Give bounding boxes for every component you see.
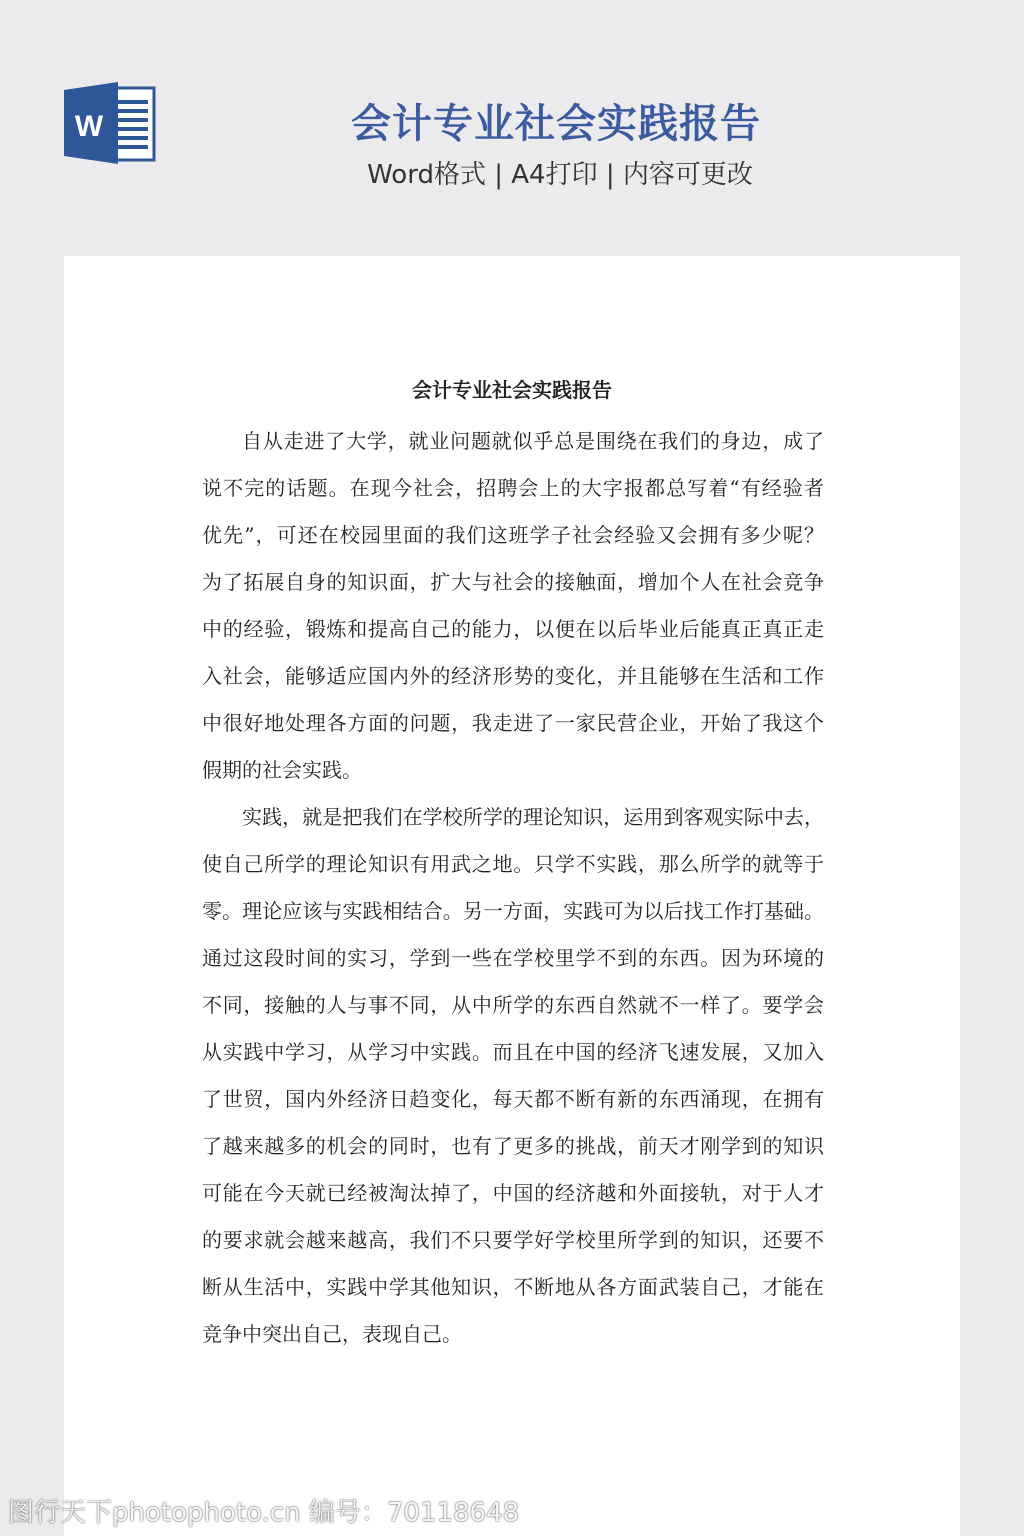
word-icon-letter: W [74, 110, 104, 143]
paragraph-line: 的要求就会越来越高，我们不只要学好学校里所学到的知识，还要不 [202, 1228, 824, 1252]
paragraph-line: 零。理论应该与实践相结合。另一方面，实践可为以后找工作打基础。 [202, 899, 824, 923]
paragraph-line: 了越来越多的机会的同时，也有了更多的挑战，前天才刚学到的知识 [202, 1134, 824, 1158]
paragraph-line: 了世贸，国内外经济日趋变化，每天都不断有新的东西涌现，在拥有 [202, 1087, 824, 1111]
paragraph-line: 自从走进了大学，就业问题就似乎总是围绕在我们的身边，成了 [242, 429, 824, 453]
paragraph-line: 从实践中学习，从学习中实践。而且在中国的经济飞速发展，又加入 [202, 1040, 824, 1064]
paragraph-line: 通过这段时间的实习，学到一些在学校里学不到的东西。因为环境的 [202, 946, 824, 970]
page-title: 会计专业社会实践报告 [351, 101, 761, 147]
watermark-text: 图行天下photophoto.cn 编号：70118648 [8, 1498, 520, 1528]
paragraph-line: 竞争中突出自己，表现自己。 [202, 1322, 462, 1346]
paragraph-line: 使自己所学的理论知识有用武之地。只学不实践，那么所学的就等于 [202, 852, 824, 876]
paragraph-line: 不同，接触的人与事不同，从中所学的东西自然就不一样了。要学会 [202, 993, 824, 1017]
paragraph-line: 中的经验，锻炼和提高自己的能力，以便在以后毕业后能真正真正走 [202, 617, 824, 641]
word-document-icon [64, 82, 156, 164]
paragraph-line: 入社会，能够适应国内外的经济形势的变化，并且能够在生活和工作 [202, 664, 824, 688]
document-body [202, 418, 824, 1358]
paragraph-line: 优先”，可还在校园里面的我们这班学子社会经验又会拥有多少呢？ [202, 523, 824, 547]
paragraph-line: 可能在今天就已经被淘汰掉了，中国的经济越和外面接轨，对于人才 [202, 1181, 824, 1205]
page-subtitle: Word格式 | A4打印 | 内容可更改 [367, 160, 753, 190]
paragraph-line: 实践，就是把我们在学校所学的理论知识，运用到客观实际中去， [242, 805, 824, 829]
document-page [64, 256, 960, 1536]
paragraph-line: 断从生活中，实践中学其他知识，不断地从各方面武装自己，才能在 [202, 1275, 824, 1299]
paragraph-line: 说不完的话题。在现今社会，招聘会上的大字报都总写着“有经验者 [202, 476, 824, 500]
paragraph-line: 中很好地处理各方面的问题，我走进了一家民营企业，开始了我这个 [202, 711, 824, 735]
paragraph-line: 为了拓展自身的知识面，扩大与社会的接触面，增加个人在社会竞争 [202, 570, 824, 594]
document-title: 会计专业社会实践报告 [412, 378, 612, 402]
paragraph-line: 假期的社会实践。 [202, 758, 362, 782]
header-banner [0, 0, 1024, 250]
